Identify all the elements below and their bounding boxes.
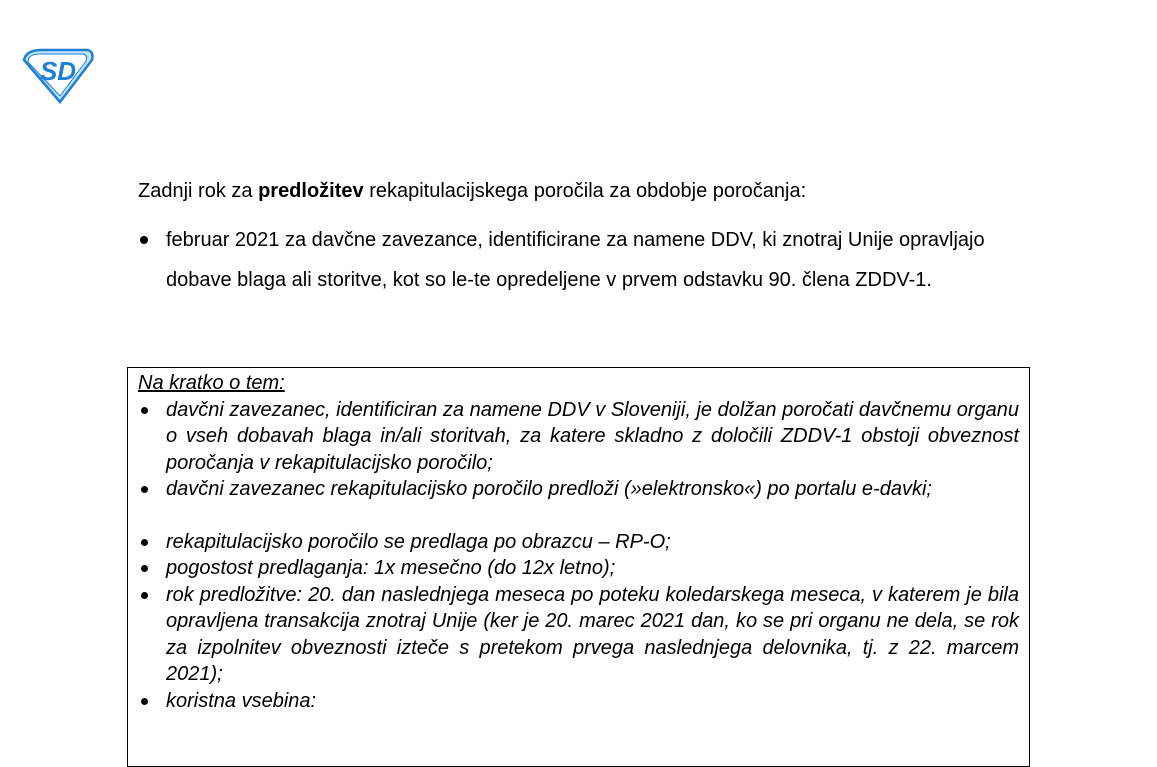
sd-shield-logo-icon — [22, 48, 96, 104]
list-item: rekapitulacijsko poročilo se predlaga po obrazcu – RP-O; — [138, 529, 1019, 556]
list-item: davčni zavezanec, identificiran za namene DDV v Sloveniji, je dolžan poročati davčnemu organu o vseh dobavah blaga in/ali storitvah, za katere skladno z določili ZDDV-1 obstoji obveznost poročanja v rekapitulacijsko poročilo; — [138, 397, 1019, 477]
deadline-list — [138, 220, 1018, 300]
logo-lettering: SD — [39, 56, 77, 86]
list-item: rok predložitve: 20. dan naslednjega meseca po poteku koledarskega meseca, v katerem je bila opravljena transakcija znotraj Unije (ker je 20. marec 2021 dan, ko se pri organu ne dela, se rok za izpolnitev obveznosti izteče s pretekom prvega naslednjega delovnika, tj. z 22. marcem 2021); — [138, 582, 1019, 688]
summary-box-title: Na kratko o tem: — [138, 372, 285, 394]
list-item: koristna vsebina: — [138, 688, 1019, 715]
list-item: pogostost predlaganja: 1x mesečno (do 12x letno); — [138, 555, 1019, 582]
summary-list — [138, 397, 1019, 715]
summary-box — [127, 367, 1030, 767]
list-item: davčni zavezanec rekapitulacijsko poročilo predloži (»elektronsko«) po portalu e-davki; — [138, 476, 1019, 503]
list-item: februar 2021 za davčne zavezance, identificirane za namene DDV, ki znotraj Unije opravljajo dobave blaga ali storitve, kot so le-te opredeljene v prvem odstavku 90. člena ZDDV-1. — [138, 220, 1018, 300]
intro-paragraph: Zadnji rok za predložitev rekapitulacijskega poročila za obdobje poročanja: — [138, 180, 807, 202]
